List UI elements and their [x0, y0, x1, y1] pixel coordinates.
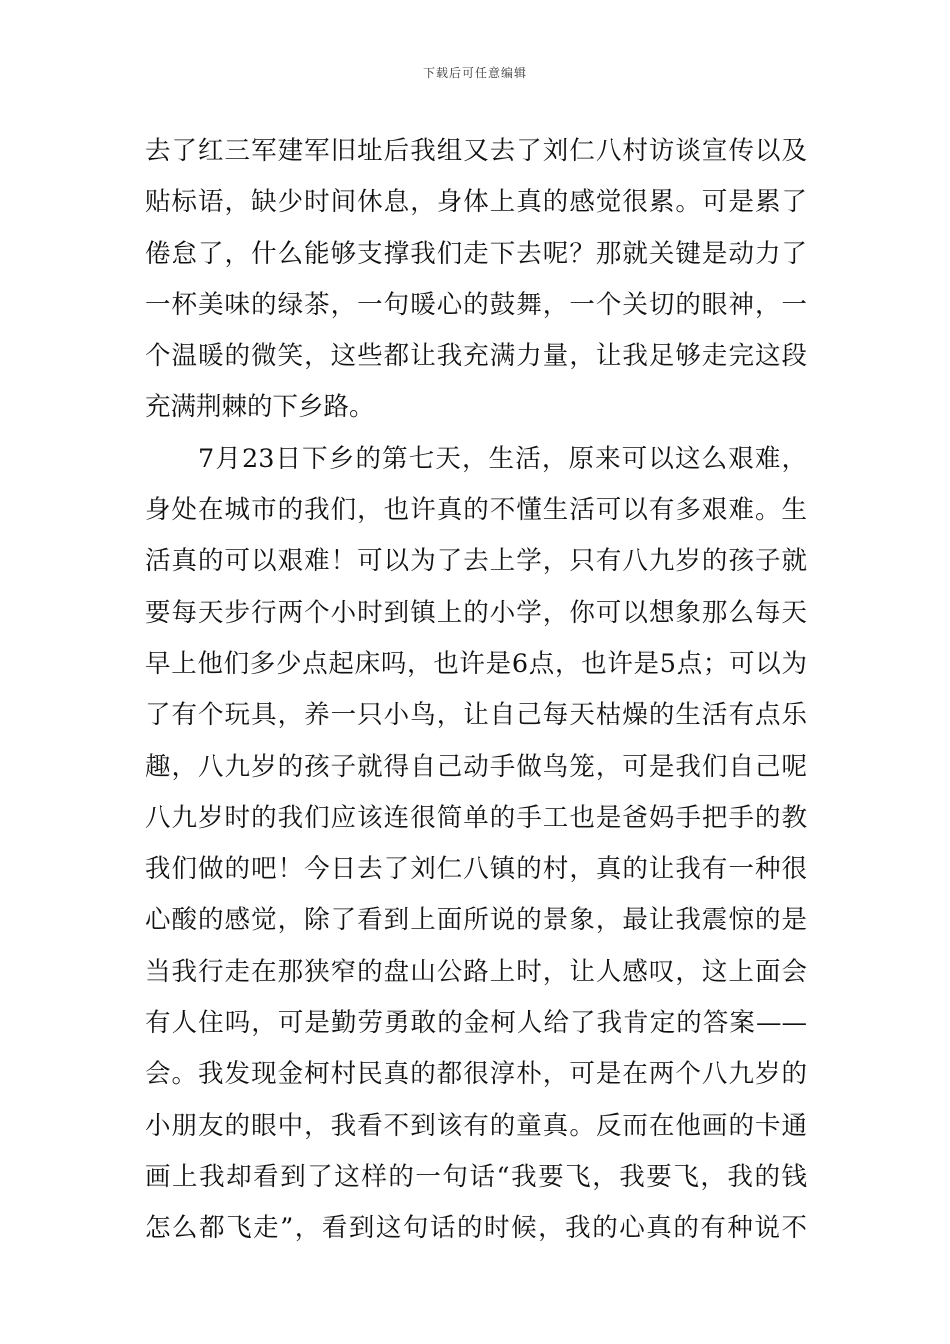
- text-line: 倦怠了，什么能够支撑我们走下去呢？那就关键是动力了: [145, 238, 807, 269]
- text-line: 去了红三军建军旧址后我组又去了刘仁八村访谈宣传以及: [145, 136, 807, 166]
- text-line: 身处在城市的我们，也许真的不懂生活可以有多艰难。生: [145, 495, 807, 526]
- text-line: 了有个玩具，养一只小鸟，让自己每天枯燥的生活有点乐: [145, 700, 807, 731]
- text-line: 心酸的感觉，除了看到上面所说的景象，最让我震惊的是: [145, 905, 807, 936]
- text-line: 有人住吗，可是勤劳勇敢的金柯人给了我肯定的答案——: [145, 1008, 807, 1039]
- text-line: 个温暖的微笑，这些都让我充满力量，让我足够走完这段: [145, 341, 807, 372]
- text-line: 我们做的吧！今日去了刘仁八镇的村，真的让我有一种很: [145, 854, 807, 885]
- text-line: 趣，八九岁的孩子就得自己动手做鸟笼，可是我们自己呢: [145, 751, 807, 782]
- text-line: 画上我却看到了这样的一句话“我要飞，我要飞，我的钱: [145, 1161, 807, 1192]
- text-line: 八九岁时的我们应该连很简单的手工也是爸妈手把手的教: [145, 802, 807, 833]
- text-line: 早上他们多少点起床吗，也许是6点，也许是5点；可以为: [145, 648, 807, 679]
- text-line: 7月23日下乡的第七天，生活，原来可以这么艰难，: [198, 443, 807, 474]
- text-line: 怎么都飞走”，看到这句话的时候，我的心真的有种说不: [145, 1213, 807, 1244]
- body-text: [145, 126, 807, 1255]
- page-header: 下载后可任意编辑: [422, 66, 527, 80]
- text-line: 当我行走在那狭窄的盘山公路上时，让人感叹，这上面会: [145, 956, 807, 987]
- text-line: 会。我发现金柯村民真的都很淳朴，可是在两个八九岁的: [145, 1059, 807, 1090]
- text-line: 小朋友的眼中，我看不到该有的童真。反而在他画的卡通: [145, 1110, 807, 1141]
- text-line: 活真的可以艰难！可以为了去上学，只有八九岁的孩子就: [145, 546, 807, 577]
- text-line: 贴标语，缺少时间休息，身体上真的感觉很累。可是累了: [145, 187, 807, 218]
- text-line: 要每天步行两个小时到镇上的小学，你可以想象那么每天: [145, 597, 807, 628]
- text-line: 一杯美味的绿茶，一句暖心的鼓舞，一个关切的眼神，一: [145, 289, 807, 320]
- text-line: 充满荆棘的下乡路。: [145, 392, 375, 423]
